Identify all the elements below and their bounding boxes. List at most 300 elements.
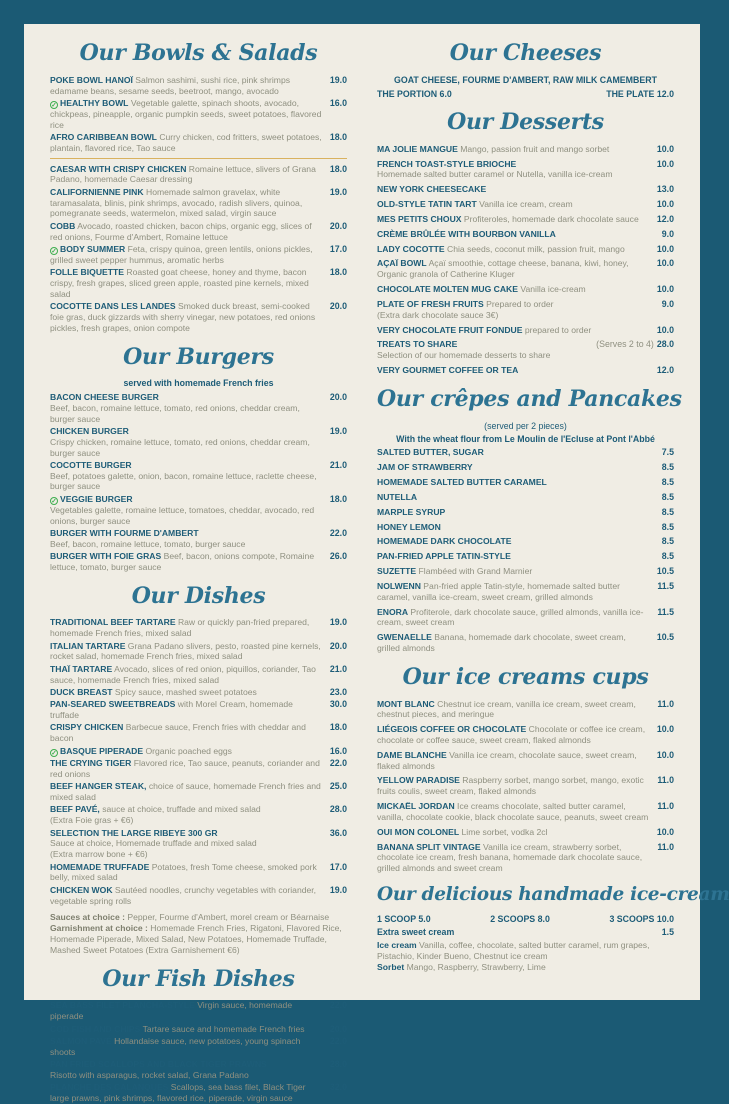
item-price-value: 20.0 — [329, 301, 347, 312]
item-description: Vanilla ice-cream — [518, 284, 586, 295]
item-price — [657, 199, 674, 210]
item-description: Vegetables galette, romaine lettuce, tomatoes, cheddar, avocado, red onions, burger sauce — [50, 504, 315, 526]
item-name: THE CRYING TIGER — [50, 758, 132, 769]
item-price — [596, 339, 674, 350]
menu-item — [377, 566, 674, 577]
menu-item — [377, 299, 674, 321]
item-price-value: 10.0 — [656, 749, 674, 760]
item-price-value: 10.0 — [656, 324, 674, 335]
menu-item — [50, 221, 347, 243]
item-description: Chia seeds, coconut milk, passion fruit, mango — [444, 243, 625, 254]
menu-item — [377, 159, 674, 181]
menu-item — [377, 492, 674, 503]
item-price — [330, 494, 347, 505]
item-price-value: 25.0 — [329, 781, 347, 792]
menu-item — [50, 551, 347, 573]
item-name: COCOTTE DANS LES LANDES — [50, 301, 176, 312]
item-description: Chocolate or coffee ice cream, chocolate or coffee sauce, sweet cream, flaked almonds — [377, 724, 646, 745]
menu-item — [50, 426, 347, 458]
item-name: HOMEMADE TRUFFADE — [50, 861, 150, 872]
flavor-list: Vanilla, coffee, chocolate, salted butter caramel, rum grapes, Pistachio, Kinder Bueno, Chestnut ice cream — [377, 940, 650, 962]
item-price — [330, 828, 347, 839]
item-price — [330, 244, 347, 255]
item-name: NOLWENN — [377, 580, 421, 591]
item-name: CHICKEN WOK — [50, 884, 113, 895]
item-price — [330, 1082, 347, 1093]
item-price — [330, 132, 347, 143]
item-price-value: 7.5 — [661, 447, 674, 458]
item-price — [662, 522, 674, 533]
menu-item — [50, 1000, 347, 1022]
item-price — [657, 581, 674, 592]
item-price-value: 11.0 — [657, 775, 674, 786]
item-price-value: 26.0 — [329, 551, 347, 562]
item-price — [330, 75, 347, 86]
item-name: MICKAËL JORDAN — [377, 801, 455, 812]
item-name: THAÏ TARTARE — [50, 663, 113, 674]
item-price-value: 28.0 — [329, 804, 347, 815]
section-title: Our Dishes — [131, 582, 266, 609]
item-price-value: 19.0 — [329, 74, 347, 85]
item-price-value: 11.0 — [657, 841, 674, 852]
item-extra-option: (Extra dark chocolate sauce 3€) — [377, 309, 499, 320]
item-name: CALIFORNIENNE PINK — [50, 186, 144, 197]
section-subtitle: served with homemade French fries — [123, 378, 274, 389]
item-price — [330, 98, 347, 109]
item-price — [657, 159, 674, 170]
item-name: LIÉGEOIS COFFEE OR CHOCOLATE — [377, 724, 527, 735]
menu-item — [377, 551, 674, 562]
item-price-value: 12.0 — [656, 365, 674, 376]
item-name: COBB — [50, 220, 76, 231]
menu-item — [377, 339, 674, 361]
item-description: Flavored rice, Tao sauce, peanuts, coriander and red onions — [50, 758, 320, 779]
menu-item — [377, 325, 674, 336]
menu-item — [377, 258, 674, 280]
item-name: AÇAÏ BOWL — [377, 258, 427, 269]
item-price — [330, 781, 347, 792]
item-name: HOMEMADE SALTED BUTTER CARAMEL — [377, 477, 547, 488]
item-name: SEA BASS FILET PLANCHA-STYLE — [50, 1000, 195, 1011]
item-price — [657, 325, 674, 336]
item-price-value: 10.0 — [656, 199, 674, 210]
item-price-value: 22.0 — [329, 527, 347, 538]
item-name: PAN-FRIED APPLE TATIN-STYLE — [377, 551, 511, 562]
item-price-value: 8.5 — [661, 521, 674, 532]
item-name: MARPLE SYRUP — [377, 506, 446, 517]
section-title: Our Burgers — [123, 343, 274, 370]
flavor-line — [377, 940, 674, 962]
item-description: Flambéed with Grand Marnier — [416, 566, 533, 577]
menu-item — [50, 460, 347, 492]
item-description: Homemade salmon gravelax, white taramasalata, blinis, pink shrimps, avocado, radish slivers, quinoa, pomegranate seeds, watermelon, mixed salad, virgin sauce — [50, 186, 303, 219]
menu-item — [50, 641, 347, 663]
menu-item — [50, 664, 347, 686]
item-price — [657, 842, 674, 853]
item-price-value: 19.0 — [329, 617, 347, 628]
menu-item — [377, 284, 674, 295]
extra-sweet-cream-price: 1.5 — [661, 927, 674, 938]
menu-item — [50, 1036, 347, 1058]
item-price — [657, 632, 674, 643]
item-name: SALMON PAVÉ — [50, 1035, 112, 1046]
item-name: COCOTTE BURGER — [50, 459, 132, 470]
item-price — [657, 566, 674, 577]
item-price — [330, 528, 347, 539]
item-price-value: 9.0 — [661, 298, 674, 309]
item-name: BURGER WITH FOURME D'AMBERT — [50, 527, 199, 538]
menu-item — [377, 447, 674, 458]
item-price — [330, 460, 347, 471]
menu-column — [377, 30, 729, 1000]
item-description: Tartare sauce and homemade French fries — [140, 1023, 305, 1034]
scoops-price-row — [377, 914, 674, 924]
menu-item — [377, 607, 674, 629]
item-name: HEALTHY BOWL — [60, 97, 129, 108]
item-name: TREATS TO SHARE — [377, 339, 458, 350]
item-description: Virgin sauce, homemade piperade — [50, 1000, 293, 1022]
item-description: Profiteroles, homemade dark chocolate sauce — [461, 213, 639, 224]
menu-item — [50, 75, 347, 97]
item-price-value: 28.0 — [329, 1058, 347, 1069]
item-description: Beef, bacon, romaine lettuce, tomato, red onions, cheddar cream, burger sauce — [50, 402, 300, 424]
choices-note-lead: Sauces at choice : — [50, 912, 125, 923]
item-name: AFRO CARIBBEAN BOWL — [50, 132, 157, 142]
vegetarian-icon: ✓ — [51, 497, 57, 505]
item-price-value: 20.0 — [329, 391, 347, 402]
menu-item — [50, 722, 347, 744]
item-price-value: 10.0 — [656, 243, 674, 254]
item-description: Profiterole, dark chocolate sauce, grilled almonds, vanilla ice-cream, sweet cream — [377, 606, 644, 628]
item-price — [330, 687, 347, 698]
section-title: Our delicious handmade ice-cream — [377, 884, 729, 906]
item-price-value: 10.0 — [656, 284, 674, 295]
item-description: Sauce at choice, Homemade truffade and mixed salad — [50, 838, 257, 849]
vegetarian-icon: ✓ — [51, 101, 57, 109]
item-name: BASQUE PIPERADE — [60, 745, 144, 756]
section-title: Our Cheeses — [449, 40, 602, 66]
item-description: Chestnut ice cream, vanilla ice cream, sweet cream, chestnut pieces, and meringue — [377, 698, 636, 720]
item-price-value: 30.0 — [329, 699, 347, 710]
item-description: Raspberry sorbet, mango sorbet, mango, exotic fruits coulis, sweet cream, flaked almonds — [377, 775, 644, 797]
menu-item — [50, 301, 347, 333]
item-price-value: 36.0 — [329, 827, 347, 838]
item-description: Selection of our homemade desserts to share — [377, 350, 551, 361]
item-price-value: 9.0 — [661, 228, 674, 239]
item-name: LADY COCOTTE — [377, 243, 445, 254]
section-title: Our Desserts — [447, 109, 604, 136]
menu-item — [50, 164, 347, 186]
menu-item — [50, 746, 347, 757]
item-description: Smoked duck breast, semi-cooked foie gras, duck gizzards with sherry vinegar, new potatoes, red onions pickles, fresh grapes, onion compote — [50, 301, 316, 333]
scoop-price: 2 SCOOPS 8.0 — [490, 914, 550, 925]
item-description: Avocado, roasted chicken, bacon chips, organic egg, slices of red onions, Fourme d'Ambert, Romaine lettuce — [50, 220, 312, 242]
item-price-value: 19.0 — [329, 425, 347, 436]
item-price-note: (Serves 2 to 4) — [596, 339, 654, 350]
menu-item — [377, 522, 674, 533]
item-name: CRISPY CHICKEN — [50, 722, 124, 733]
scoop-price: 1 SCOOP 5.0 — [377, 914, 431, 925]
item-price — [330, 617, 347, 628]
item-name: VEGGIE BURGER — [60, 493, 133, 504]
item-name: PLATE OF FRESH FRUITS — [377, 298, 484, 309]
menu-item — [377, 507, 674, 518]
menu-item — [377, 581, 674, 603]
item-price-value: 17.0 — [329, 861, 347, 872]
menu-item — [377, 827, 674, 838]
item-extra-option: (Extra marrow bone + €6) — [50, 849, 148, 860]
item-price-value: 18.0 — [329, 163, 347, 174]
menu-item — [50, 828, 347, 860]
item-description: Romaine lettuce, slivers of Grana Padano, homemade Caesar dressing — [50, 163, 316, 185]
item-price-value: 22.0 — [329, 1000, 347, 1011]
item-description: Hollandaise sauce, new potatoes, young spinach shoots — [50, 1035, 301, 1057]
menu-item — [377, 699, 674, 721]
menu-item — [50, 804, 347, 826]
item-price — [330, 1059, 347, 1070]
menu-item — [377, 214, 674, 225]
item-description: prepared to order — [522, 324, 592, 335]
item-name: VERY GOURMET COFFEE OR TEA — [377, 365, 519, 376]
item-description: Sautéed noodles, crunchy vegetables with coriander, vegetable spring rolls — [50, 884, 317, 906]
item-price-value: 20.0 — [329, 640, 347, 651]
cheese-portion-price: THE PORTION 6.0 — [377, 89, 452, 100]
item-description: sauce at choice, truffade and mixed salad — [99, 804, 261, 815]
menu-item — [50, 528, 347, 550]
item-price — [657, 699, 674, 710]
item-description: Ice creams chocolate, salted butter caramel, vanilla, chocolate cookie, black chocolate sauce, peanuts, sweet cream — [377, 801, 649, 822]
item-price-value: 10.0 — [656, 143, 674, 154]
menu-item — [50, 494, 347, 527]
cheese-plate-price: THE PLATE 12.0 — [606, 89, 674, 100]
item-name: CHICKEN BURGER — [50, 425, 129, 436]
menu-item — [377, 536, 674, 547]
item-description: Homemade salted butter caramel or Nutella, vanilla ice-cream — [377, 169, 613, 180]
item-price — [657, 284, 674, 295]
vegetarian-icon: ✓ — [51, 247, 57, 255]
item-description: Feta, crispy quinoa, green lentils, onions pickles, grilled sweet pepper hummus, aromatic herbs — [50, 243, 313, 265]
menu-item — [377, 365, 674, 376]
item-name: CRÈME BRÛLÉE WITH BOURBON VANILLA — [377, 228, 556, 239]
item-description: Salmon sashimi, sushi rice, pink shrimps edamame beans, sesame seeds, beetroot, mango, avocado — [50, 74, 291, 96]
item-price — [657, 365, 674, 376]
item-description: Vanilla ice cream, strawberry sorbet, chocolate ice cream, fresh banana, homemade dark chocolate sauce, grilled almonds and sweet cream — [377, 841, 643, 874]
menu-item — [50, 885, 347, 907]
menu-item — [50, 187, 347, 219]
item-price-value: 11.5 — [657, 606, 674, 617]
menu-item — [50, 617, 347, 639]
section-subtitle: With the wheat flour from Le Moulin de l'Ecluse at Pont l'Abbé — [396, 433, 655, 444]
menu-section — [50, 343, 347, 573]
item-price-value: 19.0 — [329, 884, 347, 895]
menu-item — [50, 1024, 347, 1035]
menu-item — [377, 724, 674, 746]
item-name: ITALIAN TARTARE — [50, 640, 126, 651]
item-price-value: 8.5 — [661, 477, 674, 488]
item-name: GWENAELLE — [377, 632, 432, 643]
item-name: PAN-SEARED SWEETBREADS — [50, 699, 176, 710]
item-name: DUCK BREAST — [50, 686, 113, 697]
item-price — [662, 477, 674, 488]
item-name: HOMEMADE DARK CHOCOLATE — [377, 536, 512, 547]
item-price — [662, 299, 674, 310]
menu-item — [50, 132, 347, 154]
section-subtitle: (served per 2 pieces) — [484, 420, 567, 431]
menu-section — [377, 385, 682, 654]
item-price — [657, 607, 674, 618]
item-name: YELLOW PARADISE — [377, 775, 460, 786]
item-name: BEEF HANGER STEAK, — [50, 781, 147, 792]
item-name: MONT BLANC — [377, 698, 435, 709]
item-price-value: 22.0 — [329, 1035, 347, 1046]
item-price — [657, 144, 674, 155]
item-price-value: 10.0 — [656, 826, 674, 837]
menu-item — [50, 687, 347, 698]
item-price-value: 8.5 — [661, 491, 674, 502]
item-price — [657, 724, 674, 735]
menu-section — [377, 883, 729, 973]
item-price — [330, 551, 347, 562]
item-description: Vanilla ice cream, cream — [476, 199, 573, 210]
item-name: VERY CHOCOLATE FRUIT FONDUE — [377, 324, 523, 335]
item-description: Beef, bacon, romaine lettuce, tomato, burger sauce — [50, 538, 246, 549]
item-price-value: 11.0 — [657, 801, 674, 812]
item-price-value: 13.0 — [656, 184, 674, 195]
menu-item — [50, 392, 347, 424]
item-description: Crispy chicken, romaine lettuce, tomato, red onions, cheddar cream, burger sauce — [50, 436, 310, 458]
item-price — [662, 462, 674, 473]
item-price — [330, 426, 347, 437]
item-price-value: 12.0 — [656, 213, 674, 224]
menu-columns — [50, 30, 729, 1103]
item-price — [330, 221, 347, 232]
item-price — [330, 758, 347, 769]
item-name: OUI MON COLONEL — [377, 826, 460, 837]
item-name: PAN FRIED SCALLOPS AND BLACK TIGER PRAWNS — [50, 1058, 267, 1069]
item-name: NUTELLA — [377, 491, 418, 502]
scoop-price: 3 SCOOPS 10.0 — [609, 914, 674, 925]
menu-item — [377, 775, 674, 797]
menu-item — [377, 144, 674, 155]
item-name: CHOCOLATE MOLTEN MUG CAKE — [377, 284, 518, 295]
menu-item — [377, 462, 674, 473]
item-price-value: 22.0 — [329, 758, 347, 769]
item-price-value: 11.0 — [657, 698, 674, 709]
item-name: FOLLE BIQUETTE — [50, 267, 124, 278]
choices-note-text: Pepper, Fourme d'Ambert, morel cream or Béarnaise — [125, 912, 330, 923]
item-price — [330, 804, 347, 815]
item-price — [657, 244, 674, 255]
item-name: ENORA — [377, 606, 409, 617]
item-price-value: 10.5 — [656, 566, 674, 577]
choices-note-lead: Garnishment at choice : — [50, 923, 148, 934]
item-description: Raw or quickly pan-fried prepared, homemade French fries, mixed salad — [50, 617, 310, 639]
flavor-line — [377, 962, 674, 973]
item-name: BODY SUMMER — [60, 243, 126, 254]
item-price-value: 8.5 — [661, 462, 674, 473]
section-title: Our crêpes and Pancakes — [377, 385, 682, 412]
menu-item — [50, 267, 347, 299]
menu-section — [50, 39, 347, 334]
item-price-value: 11.5 — [657, 580, 674, 591]
item-name: CAESAR WITH CRISPY CHICKEN — [50, 163, 187, 174]
item-name: POKE BOWL HANOÏ — [50, 74, 133, 85]
item-price-value: 20.0 — [329, 220, 347, 231]
item-description: Roasted goat cheese, honey and thyme, bacon crispy, fresh grapes, sliced green apple, roasted pine kernels, mixed salad — [50, 267, 309, 299]
item-price — [657, 214, 674, 225]
menu-item — [50, 244, 347, 266]
menu-item — [50, 781, 347, 803]
item-description: Lime sorbet, vodka 2cl — [459, 826, 548, 837]
item-price — [657, 827, 674, 838]
choices-note-block — [50, 912, 347, 955]
item-description: Pan-fried apple Tatin-style, homemade salted butter caramel, vanilla ice-cream, sweet cream, grilled almonds — [377, 580, 620, 602]
cheese-price-row — [377, 89, 674, 99]
menu-item — [50, 758, 347, 780]
flavor-lead: Sorbet — [377, 962, 405, 973]
menu-item — [377, 229, 674, 240]
menu-section — [50, 965, 347, 1104]
item-price — [330, 1000, 347, 1011]
item-price — [662, 447, 674, 458]
menu-section — [50, 582, 347, 956]
item-price — [330, 664, 347, 675]
item-description: Avocado, slices of red onion, piquillos, coriander, Tao sauce, homemade French fries, mixed salad — [50, 663, 316, 685]
menu-item — [50, 699, 347, 721]
item-name: HONEY LEMON — [377, 521, 441, 532]
item-price — [657, 775, 674, 786]
menu-item — [50, 1059, 347, 1081]
item-name: BACON CHEESE BURGER — [50, 391, 159, 402]
item-description: Vanilla ice cream, chocolate sauce, sweet cream, flaked almonds — [377, 749, 637, 771]
item-price-value: 10.0 — [656, 258, 674, 269]
item-name: OLD-STYLE TATIN TART — [377, 199, 477, 210]
item-name: BANANA SPLIT VINTAGE — [377, 841, 481, 852]
item-description: Banana, homemade dark chocolate, sweet cream, grilled almonds — [377, 632, 626, 653]
item-description: Risotto with asparagus, rocket salad, Grana Padano — [50, 1069, 249, 1080]
item-name: BEEF PAVÉ, — [50, 804, 100, 815]
item-description: Prepared to order — [483, 298, 554, 309]
item-name: MES PETITS CHOUX — [377, 213, 462, 224]
extra-sweet-cream-row — [377, 927, 674, 937]
item-price-value: 8.5 — [661, 551, 674, 562]
item-description: Curry chicken, cod fritters, sweet potatoes, plantain, flavored rice, Tao sauce — [50, 132, 322, 153]
menu-item — [377, 184, 674, 195]
item-price — [330, 641, 347, 652]
item-name: COD FISH AND CHIPS — [50, 1023, 141, 1034]
item-description: Beef, potatoes galette, onion, bacon, romaine lettuce, raclette cheese, burger sauce — [50, 470, 317, 492]
flavor-lead: Ice cream — [377, 940, 417, 951]
item-name: BURGER WITH FOIE GRAS — [50, 551, 162, 562]
item-description: Barbecue sauce, French fries with cheddar and bacon — [50, 722, 306, 744]
item-price-value: 20.0 — [329, 1023, 347, 1034]
flavor-list: Mango, Raspberry, Strawberry, Lime — [404, 962, 546, 973]
item-name: TRADITIONAL BEEF TARTARE — [50, 617, 176, 628]
item-price — [330, 1024, 347, 1035]
item-name: NEW YORK CHEESECAKE — [377, 184, 487, 195]
section-title: Our Fish Dishes — [102, 965, 295, 992]
item-price-value: 28.0 — [656, 339, 674, 350]
item-price-value: 21.0 — [329, 663, 347, 674]
item-price-value: 10.5 — [656, 632, 674, 643]
item-description: with Morel Cream, homemade truffade — [50, 699, 293, 721]
choices-note — [50, 923, 347, 955]
item-price-value: 18.0 — [329, 132, 347, 142]
item-name: FRENCH TOAST-STYLE BRIOCHE — [377, 158, 517, 169]
menu-section — [377, 39, 674, 99]
item-name: JAM OF STRAWBERRY — [377, 462, 473, 473]
item-name: SALTED BUTTER, SUGAR — [377, 447, 484, 458]
